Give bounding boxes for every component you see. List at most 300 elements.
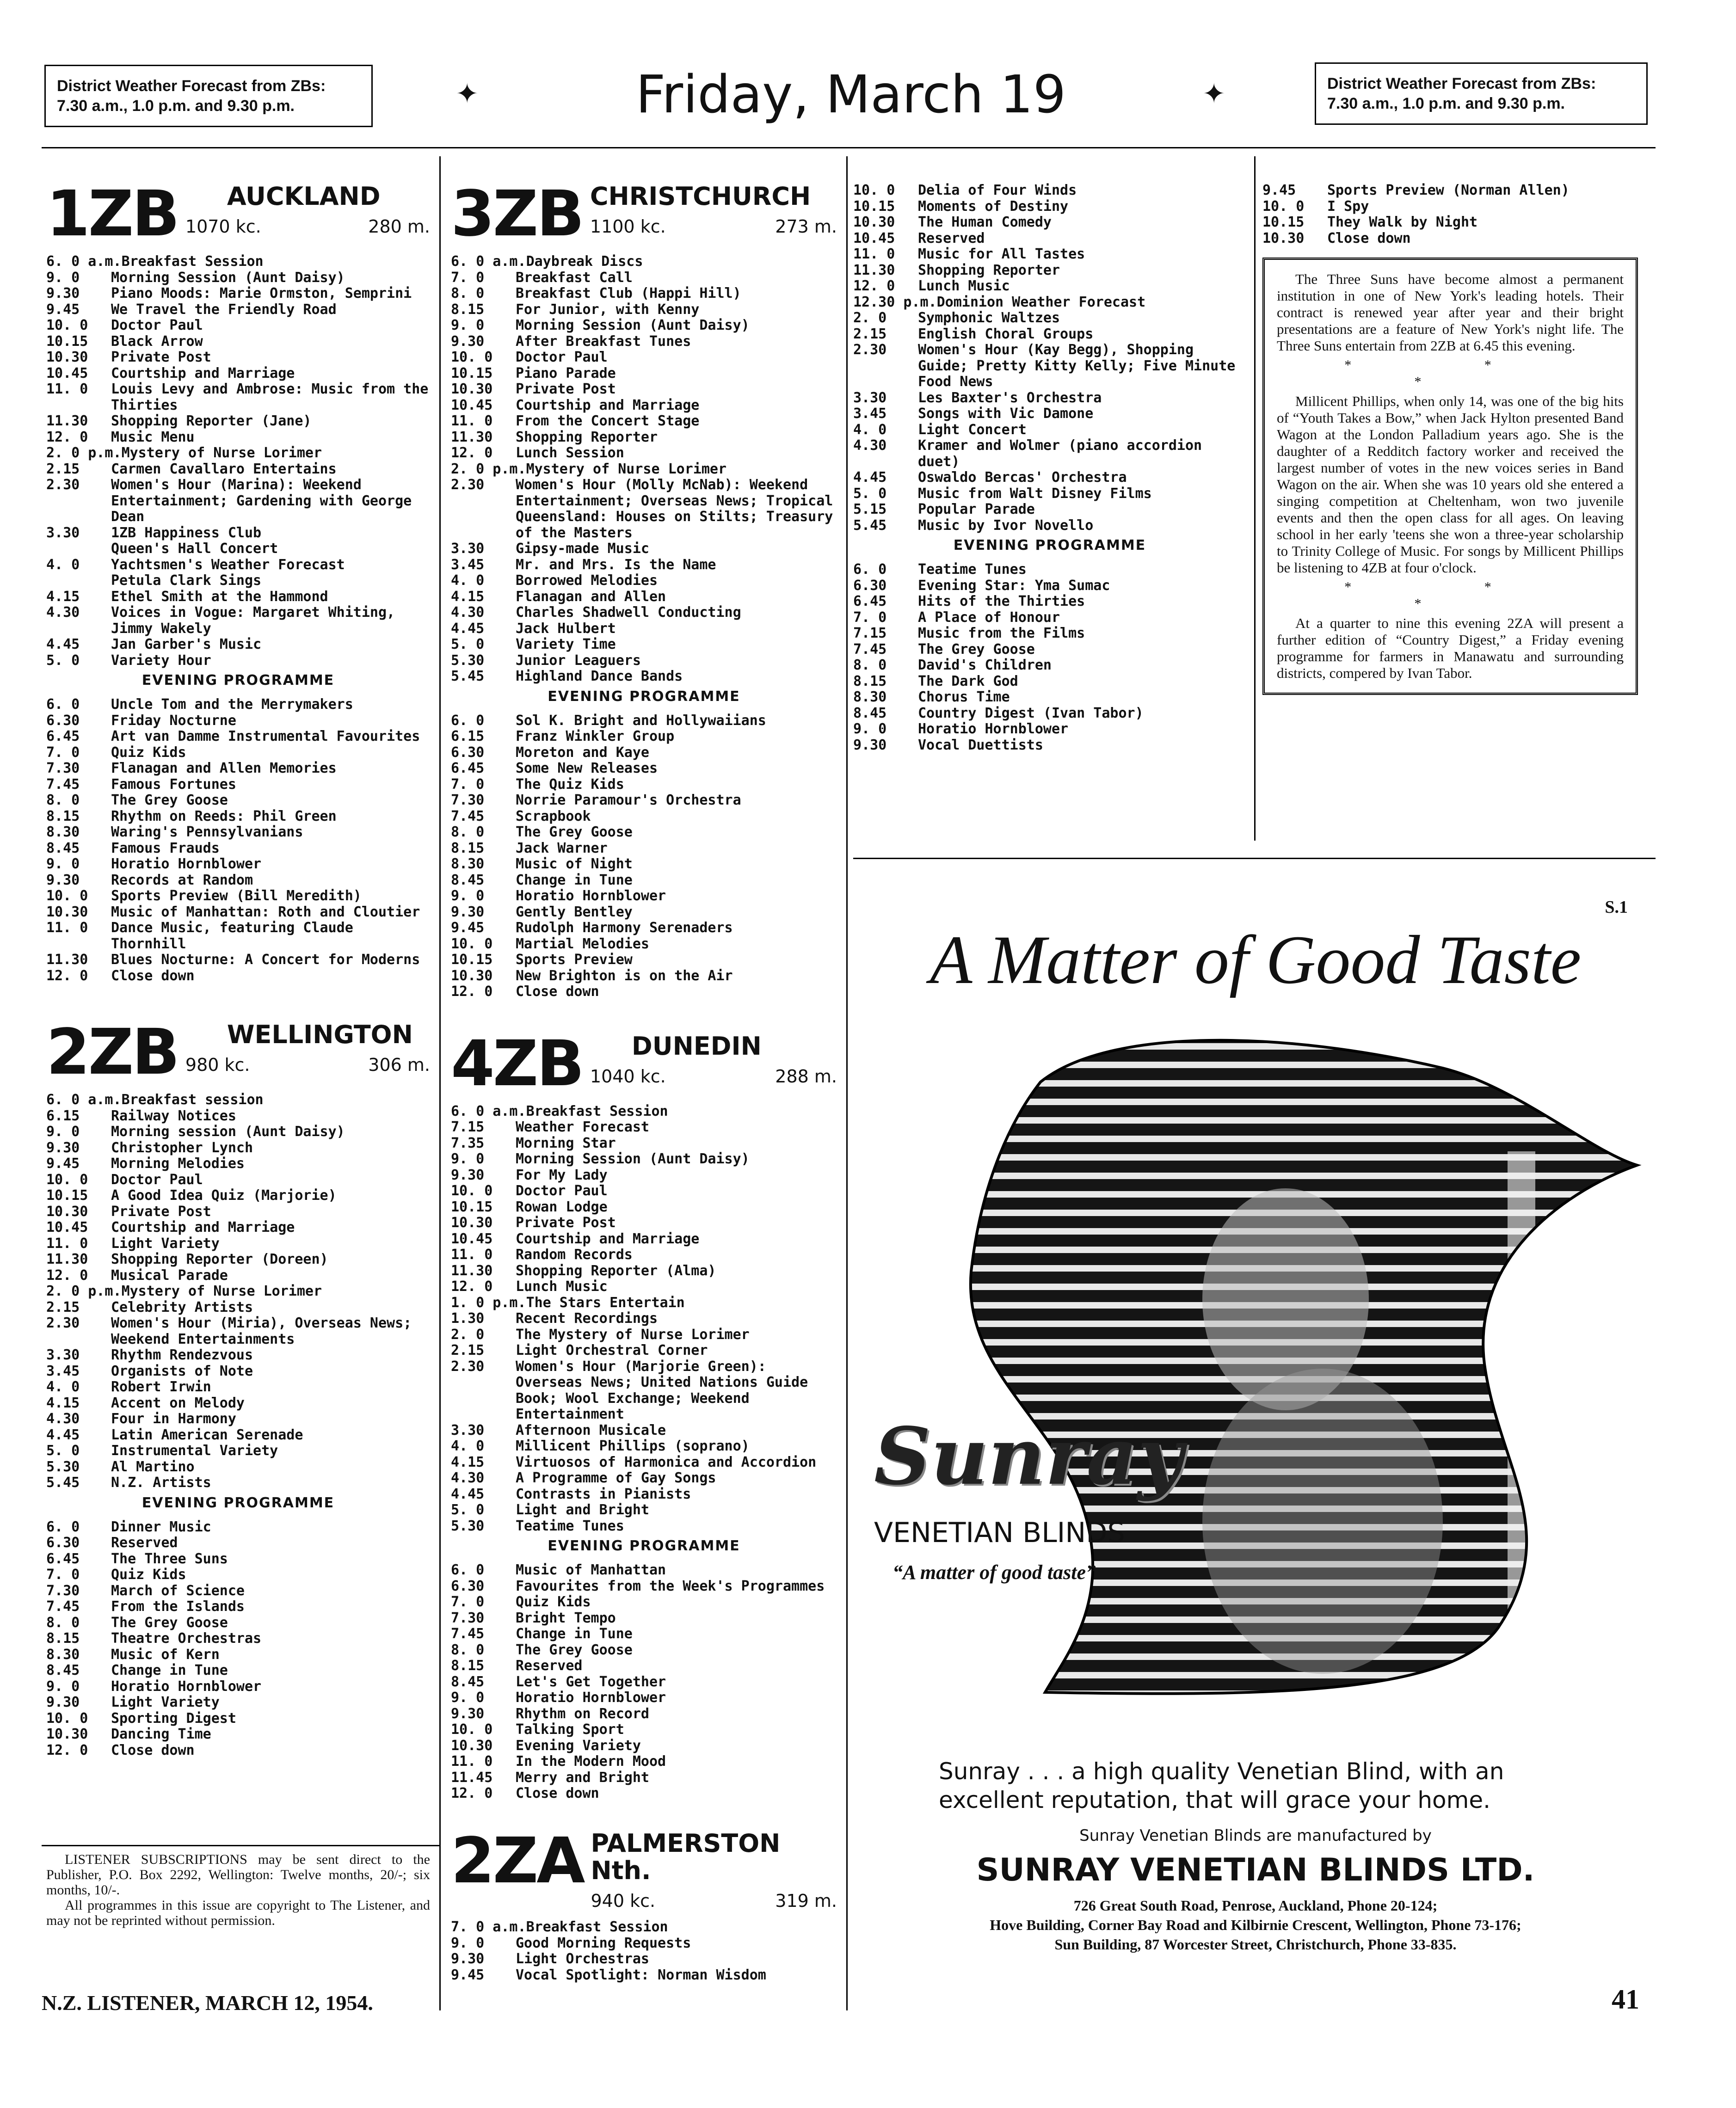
programme-time: 8.30 — [46, 824, 80, 840]
programme-title: I Spy — [1327, 198, 1369, 215]
programme-time: 3.30 — [451, 1422, 485, 1438]
programme-row — [46, 777, 430, 793]
programme-title: A Place of Honour — [918, 609, 1060, 626]
programme-title: Horatio Hornblower — [516, 1690, 666, 1706]
programme-title: Women's Hour (Marina): Weekend Entertainment; Gardening with George Dean — [111, 477, 412, 525]
callsign: 1ZB — [46, 178, 178, 251]
programme-time: 7.30 — [451, 1610, 485, 1626]
programme-title: After Breakfast Tunes — [516, 333, 691, 350]
programme-time: 8. 0 — [451, 824, 485, 840]
programme-time: 10.30 — [46, 1203, 88, 1220]
footer-publication: N.Z. LISTENER, MARCH 12, 1954. — [42, 1991, 373, 2015]
programme-row — [451, 1562, 837, 1579]
programme-row — [451, 1642, 837, 1659]
programme-row — [451, 1502, 837, 1518]
programme-row — [46, 445, 430, 461]
programme-time: 7.45 — [451, 808, 485, 824]
programme-time: 10. 0 — [46, 1710, 88, 1727]
programme-title: Horatio Hornblower — [111, 1678, 262, 1695]
programme-title: Kramer and Wolmer (piano accordion duet) — [918, 437, 1202, 470]
programme-row — [451, 1470, 837, 1487]
programme-time: 11. 0 — [451, 1247, 493, 1263]
programme-title: N.Z. Artists — [111, 1475, 211, 1491]
programme-time: 9.30 — [46, 1139, 80, 1156]
programme-row — [853, 689, 1246, 706]
programme-title: Waring's Pennsylvanians — [111, 824, 303, 840]
programme-row — [451, 541, 837, 557]
programme-time: 12. 0 — [451, 983, 493, 1000]
programme-row — [451, 270, 837, 286]
programme-title: Virtuosos of Harmonica and Accordion — [516, 1454, 817, 1470]
city: CHRISTCHURCH — [590, 182, 811, 211]
programme-row — [46, 1743, 430, 1759]
ad-headline: A Matter of Good Taste — [930, 922, 1582, 998]
programme-title: Courtship and Marriage — [111, 1219, 295, 1235]
programme-title: Morning Session (Aunt Daisy) — [111, 269, 345, 286]
programme-title: Jack Hulbert — [516, 620, 616, 637]
programme-time: 10.15 — [1262, 214, 1305, 230]
programme-title: Jan Garber's Music — [111, 636, 262, 652]
programme-time: 6. 0 — [451, 712, 485, 729]
programme-row — [46, 381, 430, 413]
programme-row — [46, 573, 430, 589]
kilocycles: 940 kc. — [591, 1891, 656, 1911]
programme-title: Women's Hour (Molly McNab): Weekend Entertainment; Overseas News; Tropical Queensland: Houses on Stilts; Treasury of the Masters — [516, 477, 833, 541]
programme-title: In the Modern Mood — [516, 1753, 666, 1770]
programme-row — [451, 381, 837, 398]
programme-title: Teatime Tunes — [918, 561, 1027, 578]
programme-title: Music for All Tastes — [918, 246, 1085, 262]
programme-title: Courtship and Marriage — [111, 365, 295, 381]
programme-time: 4.15 — [451, 1454, 485, 1470]
programme-title: Theatre Orchestras — [111, 1630, 262, 1647]
programme-time: 7.35 — [451, 1135, 485, 1151]
programme-time: 12. 0 — [46, 1742, 88, 1758]
column-2 — [451, 178, 837, 1983]
programme-row — [451, 713, 837, 729]
programme-row — [853, 470, 1246, 486]
programme-time: 12. 0 — [46, 429, 88, 445]
programme-time: 6.45 — [853, 593, 887, 609]
programme-title: The Mystery of Nurse Lorimer — [516, 1326, 750, 1343]
programme-time: 2. 0 p.m. — [451, 461, 526, 477]
station-info — [590, 1032, 837, 1087]
callsign: 3ZB — [451, 178, 583, 251]
programme-time: 7.30 — [46, 760, 80, 776]
programme-time: 5.45 — [451, 668, 485, 684]
programme-row — [46, 1695, 430, 1711]
programme-row — [46, 1347, 430, 1364]
programme-time: 8. 0 — [451, 1641, 485, 1658]
programme-title: Breakfast Club (Happi Hill) — [516, 285, 741, 301]
programme-time: 5.30 — [46, 1458, 80, 1475]
programme-row — [46, 1599, 430, 1615]
programme-time: 4.30 — [853, 437, 887, 454]
programme-time: 6. 0 — [853, 561, 887, 578]
programme-time: 6.15 — [46, 1107, 80, 1124]
weather-line-2: 7.30 a.m., 1.0 p.m. and 9.30 p.m. — [57, 97, 295, 115]
programme-title: For My Lady — [516, 1167, 608, 1183]
station-1zb — [46, 178, 430, 984]
programme-time: 4. 0 — [46, 1379, 80, 1395]
city: PALMERSTON Nth. — [591, 1828, 781, 1885]
ad-illustration — [869, 1013, 1646, 1706]
programme-title: Famous Fortunes — [111, 776, 236, 793]
programme-title: Mr. and Mrs. Is the Name — [516, 556, 716, 573]
programme-row — [46, 1583, 430, 1599]
programme-title: We Travel the Friendly Road — [111, 301, 337, 318]
programme-row — [451, 856, 837, 873]
sunray-advertisement — [856, 865, 1656, 1984]
programme-row — [451, 589, 837, 605]
programme-time: 10. 0 — [451, 935, 493, 952]
programme-title: Symphonic Waltzes — [918, 310, 1060, 326]
programme-time: 10. 0 — [46, 317, 88, 333]
weather-notice-right — [1315, 62, 1648, 125]
programme-time: 11. 0 — [451, 1753, 493, 1770]
programme-row — [451, 334, 837, 350]
station-2za — [451, 1824, 837, 1984]
programme-title: Sports Preview (Norman Allen) — [1327, 182, 1570, 198]
programme-time: 3.45 — [451, 556, 485, 573]
programme-time: 5.15 — [853, 501, 887, 517]
station-info — [590, 183, 837, 237]
programme-title: Music from the Films — [918, 625, 1085, 641]
programme-row — [46, 350, 430, 366]
programme-row — [46, 541, 430, 557]
wavelength: 280 m. — [368, 216, 430, 237]
programme-row — [1262, 199, 1656, 215]
evening-heading: EVENING PROGRAMME — [548, 1538, 740, 1554]
programme-row — [46, 952, 430, 968]
programme-time: 11.30 — [46, 1251, 88, 1267]
programme-time: 12. 0 — [451, 1278, 493, 1295]
programme-row — [46, 254, 430, 270]
programme-title: Delia of Four Winds — [918, 182, 1077, 198]
programme-title: Mystery of Nurse Lorimer — [526, 461, 727, 477]
programme-time: 8.45 — [451, 1673, 485, 1690]
column-rule — [439, 156, 441, 2010]
programme-time: 2. 0 p.m. — [46, 1283, 122, 1299]
programme-time: 11. 0 — [46, 920, 88, 936]
programme-row — [451, 1438, 837, 1455]
programme-time: 8.30 — [451, 856, 485, 872]
programme-row — [46, 745, 430, 761]
programme-row — [451, 1359, 837, 1423]
programme-row — [853, 562, 1246, 578]
programme-row — [853, 342, 1246, 390]
programme-title: Ethel Smith at the Hammond — [111, 588, 328, 605]
programme-row — [451, 1722, 837, 1738]
programme-row — [46, 605, 430, 637]
column-rule — [846, 156, 848, 2010]
programme-time: 10.30 — [451, 1737, 493, 1754]
programme-time: 2.15 — [46, 1299, 80, 1315]
programme-row — [451, 1487, 837, 1503]
programme-row — [853, 578, 1246, 594]
programme-title: Four in Harmony — [111, 1411, 236, 1427]
programme-time: 12. 0 — [46, 967, 88, 984]
station-info — [591, 1830, 837, 1911]
programme-time: 3.30 — [853, 389, 887, 406]
programme-title: Popular Parade — [918, 501, 1035, 517]
programme-time: 10.15 — [46, 333, 88, 350]
programme-title: Chorus Time — [918, 689, 1010, 705]
programme-row — [853, 231, 1246, 247]
programme-row — [853, 486, 1246, 502]
programme-title: Quiz Kids — [516, 1594, 591, 1610]
programme-row — [451, 637, 837, 653]
programme-time: 9.30 — [853, 737, 887, 753]
station-info — [185, 1021, 430, 1075]
programme-time — [46, 541, 111, 557]
programme-row — [451, 1738, 837, 1754]
programme-row — [451, 1754, 837, 1770]
programme-time: 10. 0 — [451, 349, 493, 365]
programme-title: Al Martino — [111, 1458, 195, 1475]
programme-row — [46, 713, 430, 729]
evening-list — [451, 1562, 837, 1802]
programme-title: Dance Music, featuring Claude Thornhill — [111, 920, 353, 952]
programme-title: Reserved — [918, 230, 985, 246]
programme-title: Charles Shadwell Conducting — [516, 604, 741, 621]
wavelength: 306 m. — [368, 1055, 430, 1076]
diamond-ornament-icon: ✦ — [1202, 78, 1226, 110]
programme-title: Mystery of Nurse Lorimer — [121, 445, 322, 461]
programme-row — [46, 286, 430, 302]
ad-top-rule — [853, 858, 1656, 859]
programme-row — [46, 793, 430, 809]
programme-row — [46, 1519, 430, 1536]
programme-time: 8. 0 — [853, 657, 887, 673]
programme-row — [451, 1594, 837, 1610]
programme-row — [451, 841, 837, 857]
city: AUCKLAND — [227, 182, 381, 211]
programme-title: Rhythm on Reeds: Phil Green — [111, 808, 337, 824]
programme-title: Private Post — [111, 1203, 211, 1220]
programme-time: 10.30 — [451, 967, 493, 984]
programme-row — [46, 1443, 430, 1459]
programme-time: 12. 0 — [853, 278, 895, 294]
programme-row — [451, 968, 837, 984]
programme-time: 8.45 — [853, 705, 887, 721]
programme-time: 2.30 — [46, 1315, 80, 1331]
programme-row — [451, 1951, 837, 1967]
evening-heading: EVENING PROGRAMME — [142, 1494, 335, 1511]
programme-row — [451, 318, 837, 334]
programme-row — [853, 706, 1246, 722]
programme-title: March of Science — [111, 1582, 245, 1599]
station-header — [46, 178, 430, 251]
programme-row — [46, 1427, 430, 1444]
programme-title: Light Concert — [918, 421, 1027, 438]
programme-row — [451, 809, 837, 825]
programme-time: 10. 0 — [451, 1183, 493, 1199]
programme-time: 10. 0 — [46, 1171, 88, 1188]
programme-title: Private Post — [516, 1215, 616, 1231]
programme-title: Morning Session (Aunt Daisy) — [516, 317, 750, 333]
programme-row — [46, 824, 430, 841]
programme-time: 7.30 — [451, 792, 485, 808]
separator-stars: * * * — [1344, 579, 1556, 611]
note-millicent-phillips: Millicent Phillips, when only 14, was one of the big hits of “Youth Takes a Bow,” when Jack Hylton presented Band Wagon at the London Palladium years ago. She is the daughter of a Redditch factory worker and received the largest number of votes in the new voices series in Band Wagon on the air. When she was 10 years old she entered a singing competition at Cheltenham, won two juvenile events and then the open class for all ages. On leaving school in her early 'teens she won a three-year scholarship to Trinity College of Music. For songs by Millicent Phillips be listening to 4ZB at four o'clock. — [1277, 393, 1624, 576]
programme-row — [451, 605, 837, 621]
programme-time: 4.30 — [451, 604, 485, 621]
evening-heading: EVENING PROGRAMME — [548, 688, 740, 705]
programme-title: Good Morning Requests — [516, 1935, 691, 1951]
programme-time: 9. 0 — [451, 1935, 485, 1951]
programme-list — [451, 1919, 837, 1983]
programme-title: Moreton and Kaye — [516, 744, 649, 761]
column-rule — [1254, 156, 1256, 841]
programme-title: Rudolph Harmony Serenaders — [516, 920, 733, 936]
frequency — [185, 216, 430, 237]
programme-row — [451, 1151, 837, 1168]
programme-title: Franz Winkler Group — [516, 728, 675, 744]
programme-list — [46, 1092, 430, 1491]
programme-title: Favourites from the Week's Programmes — [516, 1578, 825, 1594]
programme-title: Moments of Destiny — [918, 198, 1069, 215]
programme-title: Borrowed Melodies — [516, 572, 658, 589]
programme-time: 2.15 — [853, 326, 887, 342]
programme-row — [451, 477, 837, 541]
programme-time: 7.45 — [451, 1626, 485, 1642]
city: DUNEDIN — [631, 1031, 762, 1061]
programme-title: The Grey Goose — [516, 824, 633, 840]
programme-row — [46, 697, 430, 713]
page-number: 41 — [1612, 1984, 1639, 2015]
programme-time: 2.30 — [451, 477, 485, 493]
programme-row — [451, 1786, 837, 1802]
programme-time: 10.30 — [46, 349, 88, 365]
programme-time: 9. 0 — [451, 317, 485, 333]
programme-time: 5. 0 — [46, 652, 80, 669]
programme-row — [451, 984, 837, 1000]
programme-time: 9. 0 — [46, 1678, 80, 1695]
programme-time: 12.30 p.m. — [853, 294, 937, 310]
programme-row — [46, 1647, 430, 1663]
frequency — [590, 1066, 837, 1087]
programme-time: 3.30 — [451, 541, 485, 557]
programme-title: Women's Hour (Marjorie Green): Overseas News; United Nations Guide Book; Wool Exchange; Weekend Entertainment — [516, 1358, 808, 1422]
programme-row — [853, 518, 1246, 534]
programme-time: 10.45 — [451, 397, 493, 413]
programme-time: 8.15 — [46, 1630, 80, 1647]
programme-row — [451, 445, 837, 461]
programme-row — [451, 1674, 837, 1690]
copyright-text: All programmes in this issue are copyright to The Listener, and may not be reprinted without permission. — [46, 1898, 430, 1928]
programme-title: Bright Tempo — [516, 1610, 616, 1626]
programme-time: 4.15 — [46, 588, 80, 605]
subscription-rule — [42, 1845, 439, 1846]
programme-row — [46, 761, 430, 777]
programme-title: Daybreak Discs — [526, 253, 643, 270]
programme-time: 9.30 — [46, 872, 80, 888]
programme-row — [451, 413, 837, 430]
programme-row — [451, 824, 837, 841]
programme-row — [46, 888, 430, 904]
programme-row — [46, 856, 430, 873]
programme-title: Change in Tune — [516, 872, 633, 888]
programme-time: 7. 0 — [451, 1594, 485, 1610]
programme-row — [451, 1770, 837, 1786]
programme-row — [46, 1395, 430, 1412]
programme-title: Morning Star — [516, 1135, 616, 1151]
programme-title: Music of Manhattan: Roth and Cloutier — [111, 903, 420, 920]
evening-heading: EVENING PROGRAMME — [142, 672, 335, 688]
programme-time: 10. 0 — [1262, 198, 1305, 215]
programme-time: 2. 0 p.m. — [46, 445, 122, 461]
programme-time — [46, 573, 111, 589]
programme-time: 10. 0 — [853, 182, 895, 198]
evening-list — [46, 1519, 430, 1759]
programme-title: From the Concert Stage — [516, 413, 700, 429]
programme-row — [853, 183, 1246, 199]
ad-body: Sunray . . . a high quality Venetian Blind, with an excellent reputation, that will grace your home. — [939, 1758, 1504, 1813]
programme-row — [451, 669, 837, 685]
programme-row — [46, 557, 430, 573]
programme-row — [46, 1551, 430, 1567]
programme-title: Friday Nocturne — [111, 712, 236, 729]
programme-row — [46, 1727, 430, 1743]
ad-slogan: “A matter of good taste” — [893, 1561, 1096, 1584]
programme-list — [451, 254, 837, 685]
programme-row — [451, 873, 837, 889]
programme-title: Musical Parade — [111, 1267, 228, 1284]
programme-title: Breakfast Call — [516, 269, 633, 286]
programme-time: 4.30 — [46, 1411, 80, 1427]
programme-time: 5.30 — [451, 1518, 485, 1534]
programme-time: 11. 0 — [451, 413, 493, 429]
programme-title: Mystery of Nurse Lorimer — [121, 1283, 322, 1299]
programme-title: A Good Idea Quiz (Marjorie) — [111, 1187, 337, 1204]
programme-title: Blues Nocturne: A Concert for Moderns — [111, 952, 420, 968]
station-2zb — [46, 1016, 430, 1758]
notes-box — [1262, 258, 1638, 695]
programme-time: 4. 0 — [46, 556, 80, 573]
programme-time: 9.30 — [46, 1694, 80, 1710]
programme-title: Breakfast Session — [526, 1919, 668, 1936]
ad-addresses — [856, 1896, 1656, 1954]
programme-row — [46, 1663, 430, 1679]
programme-title: Morning session (Aunt Daisy) — [111, 1124, 345, 1140]
programme-row — [46, 1204, 430, 1220]
programme-time: 10.30 — [451, 381, 493, 397]
programme-title: Sports Preview (Bill Meredith) — [111, 888, 362, 904]
programme-title: For Junior, with Kenny — [516, 301, 700, 318]
programme-row — [451, 920, 837, 936]
programme-row — [451, 286, 837, 302]
evening-heading: EVENING PROGRAMME — [953, 537, 1146, 553]
programme-time: 10.30 — [853, 214, 895, 230]
programme-row — [451, 1215, 837, 1231]
programme-title: English Choral Groups — [918, 326, 1094, 342]
programme-title: Light Variety — [111, 1235, 220, 1252]
programme-title: The Dark God — [918, 673, 1018, 689]
programme-title: Voices in Vogue: Margaret Whiting, Jimmy Wakely — [111, 604, 395, 637]
programme-time: 2.15 — [451, 1342, 485, 1358]
programme-title: New Brighton is on the Air — [516, 967, 733, 984]
programme-title: The Grey Goose — [918, 641, 1035, 658]
programme-title: The Stars Entertain — [526, 1294, 685, 1311]
programme-time: 6.45 — [451, 760, 485, 776]
programme-title: Shopping Reporter (Jane) — [111, 413, 312, 429]
programme-row — [1262, 183, 1656, 199]
callsign: 4ZB — [451, 1027, 583, 1100]
programme-row — [46, 904, 430, 921]
programme-row — [451, 1327, 837, 1343]
programme-time: 9.30 — [451, 333, 485, 350]
